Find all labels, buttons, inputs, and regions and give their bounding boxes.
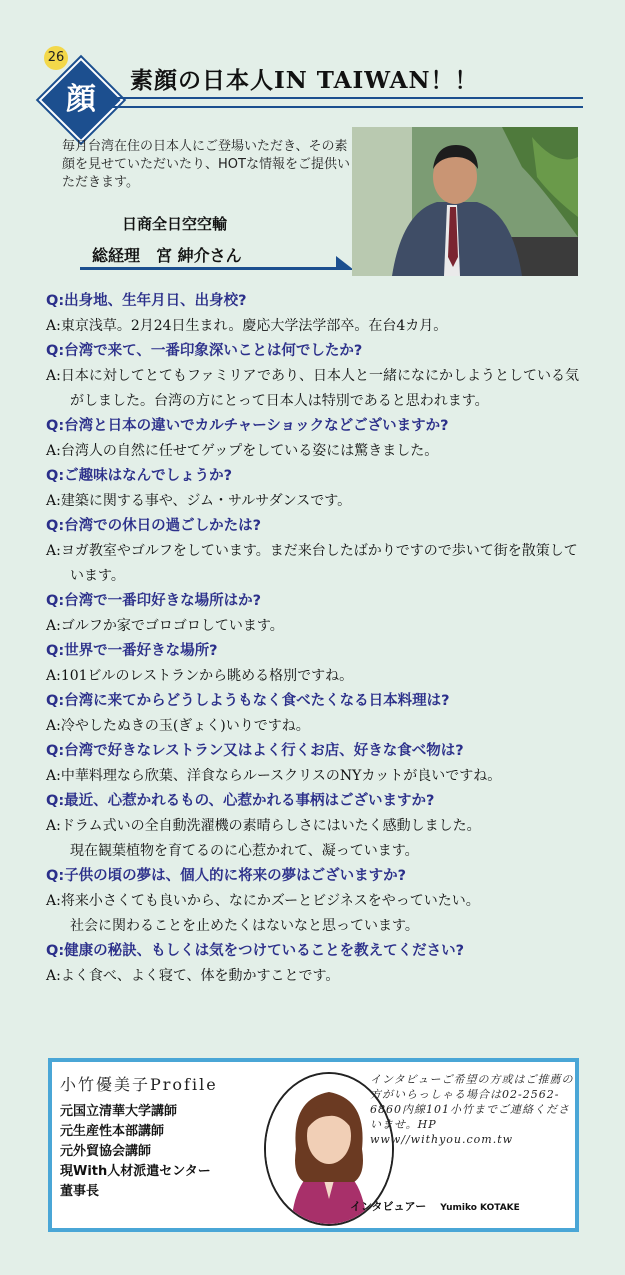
title-double-rule — [105, 97, 583, 108]
profile-box — [48, 1058, 579, 1232]
page-title: 素顔の日本人IN TAIWAN！！ — [130, 67, 479, 94]
answer-line: A:ドラム式いの全自動洗濯機の素晴らしさにはいたく感動しました。 — [46, 818, 481, 834]
name-underline — [80, 267, 342, 270]
answer — [46, 964, 591, 989]
profile-line: 元生産性本部講師 — [60, 1124, 165, 1139]
answer — [46, 764, 591, 789]
answer — [46, 489, 591, 514]
answer — [46, 364, 591, 414]
answer-line: 社会に関わることを止めたくはないなと思っています。 — [70, 918, 419, 934]
person-name: 総経理 宮 紳介さん — [92, 246, 242, 265]
profile-line: 元国立清華大学講師 — [60, 1104, 178, 1119]
profile-title: 小竹優美子Profile — [60, 1075, 218, 1094]
answer-line: A:日本に対してとてもファミリアであり、日本人と一緒になにかしようとしている気がしました。台湾の方にとって日本人は特別であると思われます。 — [46, 368, 579, 409]
answer-line: A:101ビルのレストランから眺める格別ですね。 — [46, 668, 354, 684]
answer — [46, 814, 591, 864]
question: Q:ご趣味はなんでしょうか? — [46, 468, 233, 484]
profile-line: 元外貿協会講師 — [60, 1144, 152, 1159]
question: Q:台湾に来てからどうしようもなく食べたくなる日本料理は? — [46, 693, 450, 709]
answer-line: A:冷やしたぬきの玉(ぎょく)いりですね。 — [46, 718, 310, 734]
question: Q:世界で一番好きな場所? — [46, 643, 218, 659]
company-name: 日商全日空空輸 — [122, 215, 228, 233]
answer-line: A:ゴルフか家でゴロゴロしています。 — [46, 618, 284, 634]
answer — [46, 889, 591, 939]
question: Q:台湾と日本の違いでカルチャーショックなどございますか? — [46, 418, 449, 434]
answer — [46, 714, 591, 739]
interviewer-name: Yumiko KOTAKE — [440, 1203, 520, 1213]
answer-line: A:建築に関する事や、ジム・サルサダンスです。 — [46, 493, 352, 509]
interviewee-photo — [352, 127, 578, 276]
answer-line: A:中華料理なら欣葉、洋食ならルースクリスのNYカットが良いですね。 — [46, 768, 502, 784]
question: Q:最近、心惹かれるもの、心惹かれる事柄はございますか? — [46, 793, 435, 809]
question: Q:台湾で一番印好きな場所はか? — [46, 593, 262, 609]
interviewer-label: インタビュアー — [350, 1200, 427, 1213]
answer-line: A:東京浅草。2月24日生まれ。慶応大学法学部卒。在台4カ月。 — [46, 318, 448, 334]
answer-line: A:将来小さくても良いから、なにかズーとビジネスをやっていたい。 — [46, 893, 480, 909]
answer — [46, 614, 591, 639]
interviewer-credit — [350, 1198, 520, 1214]
answer — [46, 314, 591, 339]
question: Q:健康の秘訣、もしくは気をつけていることを教えてください? — [46, 943, 465, 959]
profile-career-list — [60, 1102, 211, 1202]
intro-text: 毎月台湾在住の日本人にご登場いただき、その素顔を見せていただいたり、HOTな情報をご提供いただきます。 — [62, 139, 350, 190]
answer — [46, 539, 591, 589]
badge-character: 顔 — [66, 82, 96, 117]
answer — [46, 439, 591, 464]
question: Q:子供の頃の夢は、個人的に将来の夢はございますか? — [46, 868, 407, 884]
answer-line: A:よく食べ、よく寝て、体を動かすことです。 — [46, 968, 340, 984]
answer — [46, 664, 591, 689]
answer-line: A:台湾人の自然に任せてゲップをしている姿には驚きました。 — [46, 443, 439, 459]
page-number: 26 — [44, 46, 68, 70]
question: Q:出身地、生年月日、出身校? — [46, 293, 247, 309]
qa-section — [46, 289, 591, 989]
question: Q:台湾での休日の過ごしかたは? — [46, 518, 262, 534]
question: Q:台湾で来て、一番印象深いことは何でしたか? — [46, 343, 363, 359]
profile-line: 董事長 — [60, 1184, 100, 1199]
answer-line: 現在観葉植物を育てるのに心惹かれて、凝っています。 — [70, 843, 419, 859]
contact-info: インタビューご希望の方或はご推薦の方がいらっしゃる場合は02-2562-6860内線101小竹までご連絡くださいませ。HP www//withyou.com.tw — [370, 1073, 574, 1146]
profile-line: 現With人材派遣センター — [60, 1164, 211, 1179]
answer-line: A:ヨガ教室やゴルフをしています。まだ来台したばかりですので歩いて街を散策しています。 — [46, 543, 578, 584]
question: Q:台湾で好きなレストラン又はよく行くお店、好きな食べ物は? — [46, 743, 464, 759]
